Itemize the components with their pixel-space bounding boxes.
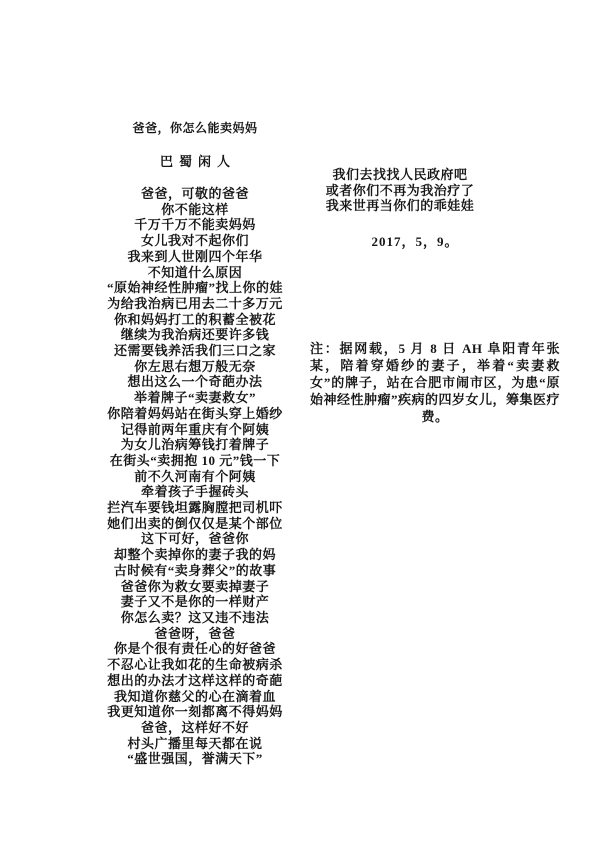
poem-line: 你是个很有责任心的好爸爸 [113, 641, 276, 657]
poem-line: 我来世再当你们的乖娃娃 [325, 198, 475, 214]
poem-line: 妻子又不是你的一样财产 [120, 594, 270, 610]
poem-line: 爸爸，可敬的爸爸 [140, 186, 249, 201]
poem-line: 拦汽车要钱坦露胸膛把司机吓 [107, 500, 283, 516]
poem-title: 爸爸，你怎么能卖妈妈 [132, 121, 258, 135]
poem-line: 想出这么一个奇葩办法 [127, 374, 263, 390]
poem-line: 为给我治病已用去二十多万元 [107, 295, 283, 311]
poem-line: 爸爸呀，爸爸 [154, 625, 236, 641]
poem-line: 我知道你慈父的心在滴着血 [113, 688, 276, 704]
poem-line: 继续为我治病还要许多钱 [120, 327, 270, 343]
poem-line: 为女儿治病筹钱打着牌子 [120, 437, 270, 453]
poem-line: 不知道什么原因 [147, 264, 243, 280]
poem-line: 想出的办法才这样这样的奇葩 [107, 672, 283, 688]
poem-left-column [63, 186, 327, 767]
poem-line: 村头广播里每天都在说 [127, 735, 263, 751]
poem-line: 还需要钱养活我们三口之家 [113, 343, 276, 359]
poem-line: 你和妈妈打工的积蓄全被花 [113, 311, 276, 327]
poem-line: 你陪着妈妈站在街头穿上婚纱 [107, 405, 283, 421]
poem-line: 爸爸你为救女要卖掉妻子 [120, 578, 270, 594]
poem-line: 你不能这样 [161, 201, 229, 217]
poem-line: 在街头“卖拥抱 10 元”钱一下 [109, 452, 281, 468]
poem-line: “盛世强国，誉满天下” [127, 751, 263, 767]
poem-date: 2017，5，9。 [371, 234, 459, 249]
poem-line: 你怎么卖？这又违不违法 [120, 609, 270, 625]
poem-line: 前不久河南有个阿姨 [134, 468, 256, 484]
poem-line: 你左思右想万般无奈 [134, 358, 256, 374]
poem-line: 爸爸，这样好不好 [140, 719, 249, 735]
poem-line: 或者你们不再为我治疗了 [325, 182, 475, 198]
poem-line: 牵着孩子手握砖头 [140, 484, 249, 500]
poem-author: 巴蜀闲人 [159, 154, 236, 169]
poem-line: 女儿我对不起你们 [140, 233, 249, 249]
poem-line: 我来到人世刚四个年华 [127, 248, 263, 264]
poem-line: 我们去找找人民政府吧 [332, 167, 468, 182]
poem-line: “原始神经性肿瘤”找上你的娃 [106, 280, 283, 296]
poem-line: 举着牌子“卖妻救女” [133, 390, 256, 406]
poem-line: 我更知道你一刻都离不得妈妈 [107, 704, 283, 720]
poem-right-column [316, 167, 484, 214]
poem-line: 千万千万不能卖妈妈 [134, 217, 256, 233]
poem-line: 古时候有“卖身葬父”的故事 [113, 562, 277, 578]
poem-line: 却整个卖掉你的妻子我的妈 [113, 547, 276, 563]
editor-note: 注：据网载，5 月 8 日 AH 阜阳青年张某，陪着穿婚纱的妻子，举着“卖妻救女”的牌子，站在合肥市闹市区，为患“原始神经性肿瘤”疾病的四岁女儿，筹集医疗费。 [310, 341, 561, 424]
poem-line: 记得前两年重庆有个阿姨 [120, 421, 270, 437]
poem-line: 她们出卖的倒仅仅是某个部位 [107, 515, 283, 531]
poem-line: 这下可好，爸爸你 [140, 531, 249, 547]
poem-line: 不忍心让我如花的生命被病杀 [107, 657, 283, 673]
